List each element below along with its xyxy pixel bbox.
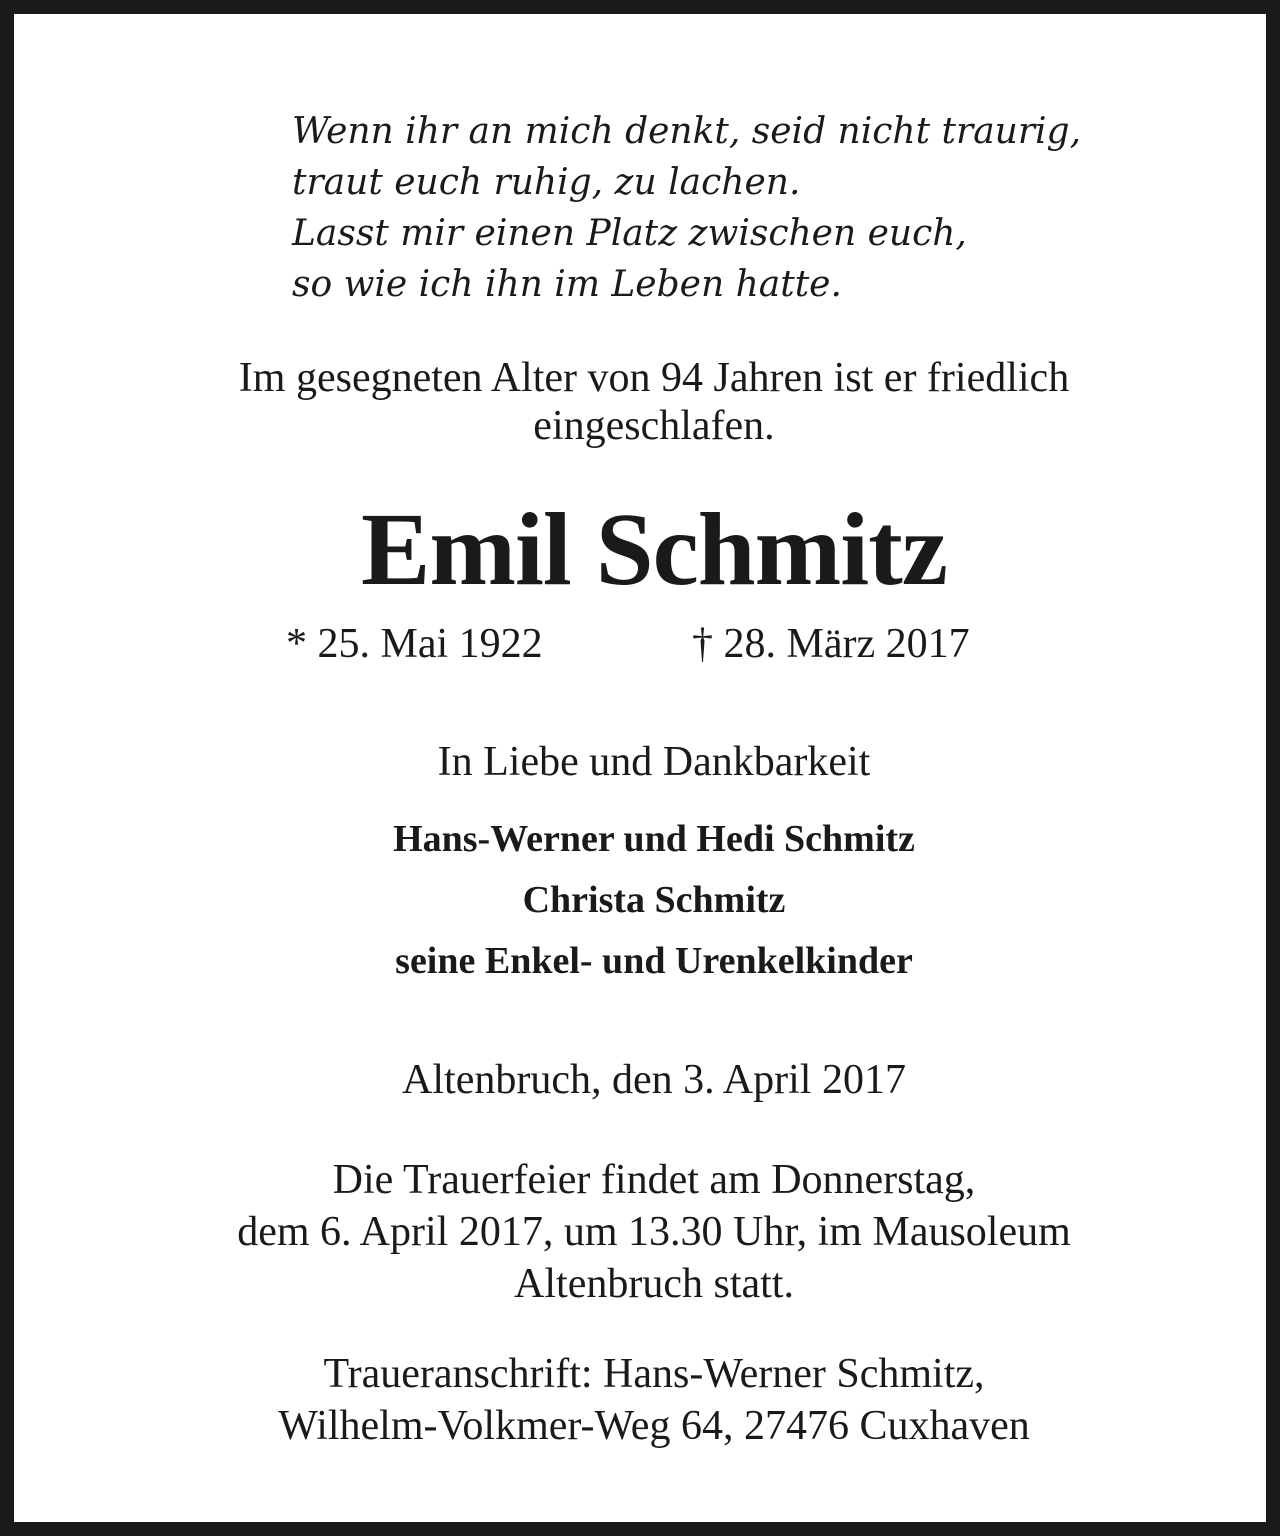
place-date: Altenbruch, den 3. April 2017 <box>402 1057 906 1103</box>
age-notice <box>14 354 1280 450</box>
age-notice-line: Im gesegneten Alter von 94 Jahren ist er friedlich <box>238 355 1070 401</box>
funeral-info <box>14 1154 1280 1310</box>
mourning-address <box>14 1348 1280 1452</box>
poem-line: Wenn ihr an mich denkt, seid nicht traurig, <box>292 111 1082 152</box>
mourner: seine Enkel- und Urenkelkinder <box>395 940 913 982</box>
death-date: † 28. März 2017 <box>692 621 970 667</box>
age-notice-line: eingeschlafen. <box>533 403 775 449</box>
closing-phrase: In Liebe und Dankbarkeit <box>437 739 871 785</box>
birth-date: * 25. Mai 1922 <box>286 621 543 667</box>
funeral-info-line: Altenbruch statt. <box>514 1261 794 1307</box>
mourner: Hans-Werner und Hedi Schmitz <box>393 818 915 860</box>
mourners-list <box>14 809 1280 992</box>
poem-line: Lasst mir einen Platz zwischen euch, <box>292 213 967 254</box>
poem-line: so wie ich ihn im Leben hatte. <box>292 264 842 305</box>
poem <box>292 106 1081 310</box>
deceased-name: Emil Schmitz <box>361 492 947 607</box>
mourner: Christa Schmitz <box>522 879 786 921</box>
funeral-info-line: dem 6. April 2017, um 13.30 Uhr, im Mausoleum <box>237 1209 1071 1255</box>
mourning-address-line: Wilhelm-Volkmer-Weg 64, 27476 Cuxhaven <box>278 1403 1030 1449</box>
funeral-info-line: Die Trauerfeier findet am Donnerstag, <box>332 1157 976 1203</box>
poem-line: traut euch ruhig, zu lachen. <box>292 162 801 203</box>
mourning-address-line: Traueranschrift: Hans-Werner Schmitz, <box>323 1351 985 1397</box>
